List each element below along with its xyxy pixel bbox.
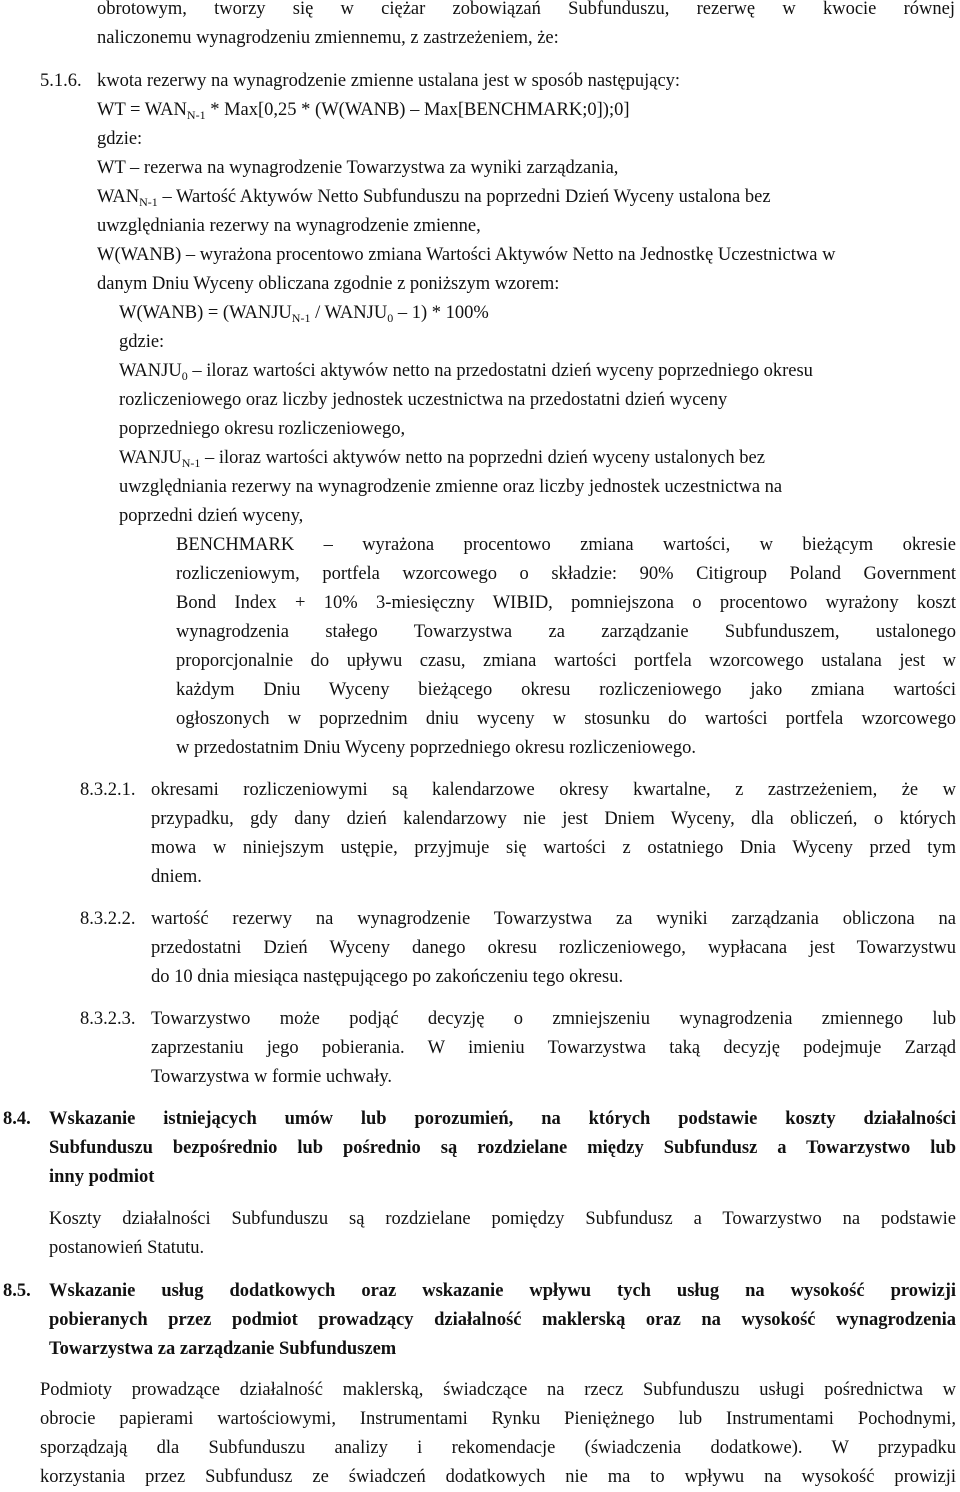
- item-5-1-6-text: kwota rezerwy na wynagrodzenie zmienne ustalana jest w sposób następujący:: [97, 71, 681, 91]
- text-line: naliczonemu wynagrodzeniu zmiennemu, z zastrzeżeniem, że:: [97, 28, 559, 48]
- benchmark-definition: BENCHMARK – wyrażona procentowo zmiana wartości, w bieżącym okresie rozliczeniowym, portfela wzorcowego o składzie: 90% Citigroup Poland Government Bond Index + 10% 3-miesięczny WIBID, pomniejszona o procentowo wyrażony koszt wynagrodzenia stałego Towarzystwa za zarządzanie Subfunduszem, ustalonego proporcjonalnie do upływu czasu, zmiana wartości portfela wzorcowego ustalana jest w każdym Dniu Wyceny bieżącego okresu rozliczeniowego jako zmiana wartości ogłoszonych w poprzednim dniu wyceny w stosunku do wartości portfela wzorcowego w przedostatnim Dniu Wyceny poprzedniego okresu rozliczeniowego.: [176, 535, 956, 758]
- section-8-5-heading: Wskazanie usług dodatkowych oraz wskazanie wpływu tych usług na wysokość prowizji pobieranych przez podmiot prowadzący działalność maklerską oraz na wysokość wynagrodzenia Towarzystwa za zarządzanie Subfunduszem: [49, 1281, 956, 1359]
- section-8-4-heading: Wskazanie istniejących umów lub porozumień, na których podstawie koszty działalności Subfunduszu bezpośrednio lub pośrednio są rozdzielane między Subfundusz a Towarzystwo lub inny podmiot: [49, 1109, 956, 1187]
- item-8-3-2-1-text: okresami rozliczeniowymi są kalendarzowe okresy kwartalne, z zastrzeżeniem, że w przypadku, gdy dany dzień kalendarzowy nie jest Dniem Wyceny, dla obliczeń, o których mowa w niniejszym ustępie, przyjmuje się wartości z ostatniego Dnia Wyceny przed tym dniem.: [151, 780, 956, 887]
- gdzie-label: gdzie:: [97, 129, 143, 149]
- wan-definition: $WAN_{N-1}$ – Wartość Aktywów Netto Subfunduszu na poprzedni Dzień Wyceny ustalona bez uwzględniania rezerwy na wynagrodzenie zmienne,: [97, 187, 771, 236]
- item-number: 8.3.2.3.: [80, 1009, 136, 1029]
- text-line: obrotowym, tworzy się w ciężar zobowiązań Subfunduszu, rezerwę w kwocie równej: [97, 0, 955, 19]
- formula-wt: WT = $WAN_{N-1} * Max[0,25$ * (W(WANB) – Max[BENCHMARK;0]);0]: [97, 100, 630, 122]
- section-number: 8.5.: [3, 1281, 31, 1301]
- item-8-3-2-2-text: wartość rezerwy na wynagrodzenie Towarzystwa za wyniki zarządzania obliczona na przedostatni Dzień Wyceny danego okresu rozliczeniowego, wypłacana jest Towarzystwu do 10 dnia miesiąca następującego po zakończeniu tego okresu.: [151, 909, 956, 987]
- item-number: 8.3.2.2.: [80, 909, 136, 929]
- gdzie-label-2: gdzie:: [119, 332, 165, 352]
- section-8-5-body: Podmioty prowadzące działalność maklerską, świadczące na rzecz Subfunduszu usługi pośrednictwa w obrocie papierami wartościowymi, Instrumentami Rynku Pieniężnego lub Instrumentami Pochodnymi, sporządzają dla Subfunduszu analizy i rekomendacje (świadczenia dodatkowe). W przypadku korzystania przez Subfundusz ze świadczeń dodatkowych nie ma to wpływu na wysokość prowizji: [40, 1380, 956, 1487]
- wanjun1-definition: $WANJU_{N-1}$ – iloraz wartości aktywów netto na poprzedni dzień wyceny ustalonych bez uwzględniania rezerwy na wynagrodzenie zmienne oraz liczby jednostek uczestnictwa na poprzedni dzień wyceny,: [119, 448, 783, 526]
- item-8-3-2-3-text: Towarzystwo może podjąć decyzję o zmniejszeniu wynagrodzenia zmiennego lub zaprzestaniu jego pobierania. W imieniu Towarzystwa taką decyzję podejmuje Zarząd Towarzystwa w formie uchwały.: [151, 1009, 956, 1087]
- item-number: 5.1.6.: [40, 71, 82, 91]
- top-paragraph: [97, 0, 955, 53]
- wanju0-definition: $WANJU_0$ – iloraz wartości aktywów netto na przedostatni dzień wyceny poprzedniego okresu rozliczeniowego oraz liczby jednostek uczestnictwa na przedostatni dzień wyceny poprzedniego okresu rozliczeniowego,: [119, 361, 813, 439]
- item-number: 8.3.2.1.: [80, 780, 136, 800]
- wwanb-definition: W(WANB) – wyrażona procentowo zmiana Wartości Aktywów Netto na Jednostkę Uczestnictwa w danym Dniu Wyceny obliczana zgodnie z poniższym wzorem:: [97, 245, 836, 294]
- formula-wwanb: W(WANB) = ($WANJU_{N-1}$ / $WANJU_0 - 1) * 100\%$: [119, 303, 489, 325]
- section-8-4-body: Koszty działalności Subfunduszu są rozdzielane pomiędzy Subfundusz a Towarzystwo na podstawie postanowień Statutu.: [49, 1209, 956, 1258]
- wt-definition: WT – rezerwa na wynagrodzenie Towarzystwa za wyniki zarządzania,: [97, 158, 619, 178]
- section-number: 8.4.: [3, 1109, 31, 1129]
